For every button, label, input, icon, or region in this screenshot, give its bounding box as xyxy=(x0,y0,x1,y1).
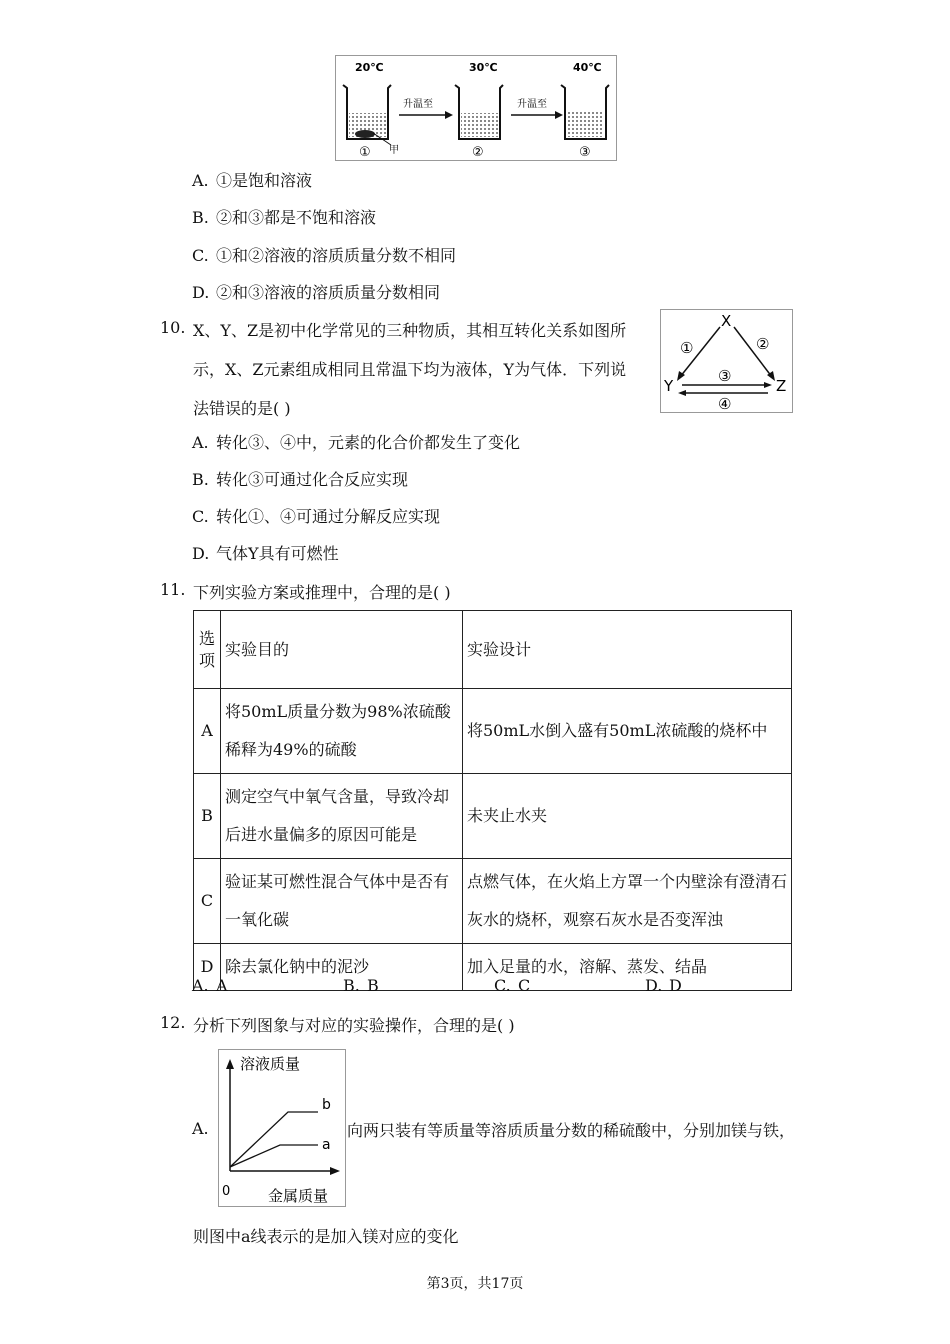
temp-1: 20℃ xyxy=(355,61,384,74)
row-a-design: 将50mL水倒入盛有50mL浓硫酸的烧杯中 xyxy=(463,689,792,774)
q12-number: 12. xyxy=(160,1013,186,1032)
q11-option-b: B. B xyxy=(343,976,379,995)
label-2: ② xyxy=(756,335,770,353)
q11-option-c: C. C xyxy=(494,976,531,995)
q12-option-a-text-2: 则图中a线表示的是加入镁对应的变化 xyxy=(193,1227,459,1246)
graph-origin: 0 xyxy=(222,1184,231,1199)
header-design: 实验设计 xyxy=(463,611,792,689)
label-4: ④ xyxy=(718,395,732,413)
row-c-purpose: 验证某可燃性混合气体中是否有一氧化碳 xyxy=(221,859,463,944)
header-option: 选项 xyxy=(194,611,221,689)
beaker-num-3: ③ xyxy=(579,145,591,160)
q10-stem-line-1: X、Y、Z是初中化学常见的三种物质，其相互转化关系如图所 xyxy=(193,321,627,340)
row-b-option: B xyxy=(194,774,221,859)
node-x: X xyxy=(721,312,732,330)
row-d-design: 加入足量的水，溶解、蒸发、结晶 xyxy=(463,944,792,991)
line-b-label: b xyxy=(322,1097,331,1113)
temp-3: 40℃ xyxy=(573,61,602,74)
graph-x-label: 金属质量 xyxy=(268,1187,329,1205)
q12-option-a-text-1: 向两只装有等质量等溶质质量分数的稀硫酸中，分别加镁与铁， xyxy=(347,1121,796,1140)
header-purpose: 实验目的 xyxy=(221,611,463,689)
solution-mass-graph xyxy=(218,1049,346,1207)
row-b-design: 未夹止水夹 xyxy=(463,774,792,859)
q9-option-a: A. ①是饱和溶液 xyxy=(192,171,313,190)
node-z: Z xyxy=(776,377,787,395)
label-3: ③ xyxy=(718,367,732,385)
q10-stem-line-3: 法错误的是( ) xyxy=(193,399,291,418)
row-c-option: C xyxy=(194,859,221,944)
node-y: Y xyxy=(664,377,674,395)
table-row xyxy=(194,689,792,774)
q10-option-d: D. 气体Y具有可燃性 xyxy=(192,544,339,563)
q9-option-c: C. ①和②溶液的溶质质量分数不相同 xyxy=(192,246,457,265)
q9-option-b: B. ②和③都是不饱和溶液 xyxy=(192,208,377,227)
beaker-num-1: ① xyxy=(359,145,371,160)
row-a-purpose: 将50mL质量分数为98%浓硫酸稀释为49%的硫酸 xyxy=(221,689,463,774)
q10-number: 10. xyxy=(160,318,186,337)
row-d-option: D xyxy=(194,944,221,991)
q10-option-c: C. 转化①、④可通过分解反应实现 xyxy=(192,507,441,526)
row-a-option: A xyxy=(194,689,221,774)
label-1: ① xyxy=(680,339,694,357)
q10-option-b: B. 转化③可通过化合反应实现 xyxy=(192,470,409,489)
temp-2: 30℃ xyxy=(469,61,498,74)
q11-option-d: D. D xyxy=(645,976,682,995)
arrow-label-1: 升温至 xyxy=(403,99,433,110)
q11-option-a: A. A xyxy=(192,976,228,995)
q12-option-a-label: A. xyxy=(192,1119,209,1138)
q10-option-a: A. 转化③、④中，元素的化合价都发生了变化 xyxy=(192,433,521,452)
page-footer: 第3页，共17页 xyxy=(426,1276,524,1292)
row-d-purpose: 除去氯化钠中的泥沙 xyxy=(221,944,463,991)
q12-stem: 分析下列图象与对应的实验操作，合理的是( ) xyxy=(193,1016,515,1035)
q11-number: 11. xyxy=(160,580,186,599)
beaker-num-2: ② xyxy=(472,145,484,160)
q11-stem: 下列实验方案或推理中，合理的是( ) xyxy=(193,583,451,602)
experiment-table xyxy=(193,610,792,991)
xyz-conversion-diagram xyxy=(660,309,793,413)
table-row xyxy=(194,859,792,944)
q9-option-d: D. ②和③溶液的溶质质量分数相同 xyxy=(192,283,441,302)
table-row xyxy=(194,774,792,859)
row-b-purpose: 测定空气中氧气含量，导致冷却后进水量偏多的原因可能是 xyxy=(221,774,463,859)
beaker-heating-figure xyxy=(335,55,617,161)
solute-label: 甲 xyxy=(389,145,399,156)
table-row xyxy=(194,944,792,991)
line-a-label: a xyxy=(322,1137,331,1153)
table-header-row xyxy=(194,611,792,689)
row-c-design: 点燃气体，在火焰上方罩一个内壁涂有澄清石灰水的烧杯，观察石灰水是否变浑浊 xyxy=(463,859,792,944)
q10-stem-line-2: 示，X、Z元素组成相同且常温下均为液体，Y为气体．下列说 xyxy=(193,360,627,379)
graph-y-label: 溶液质量 xyxy=(240,1055,301,1073)
arrow-label-2: 升温至 xyxy=(517,99,547,110)
